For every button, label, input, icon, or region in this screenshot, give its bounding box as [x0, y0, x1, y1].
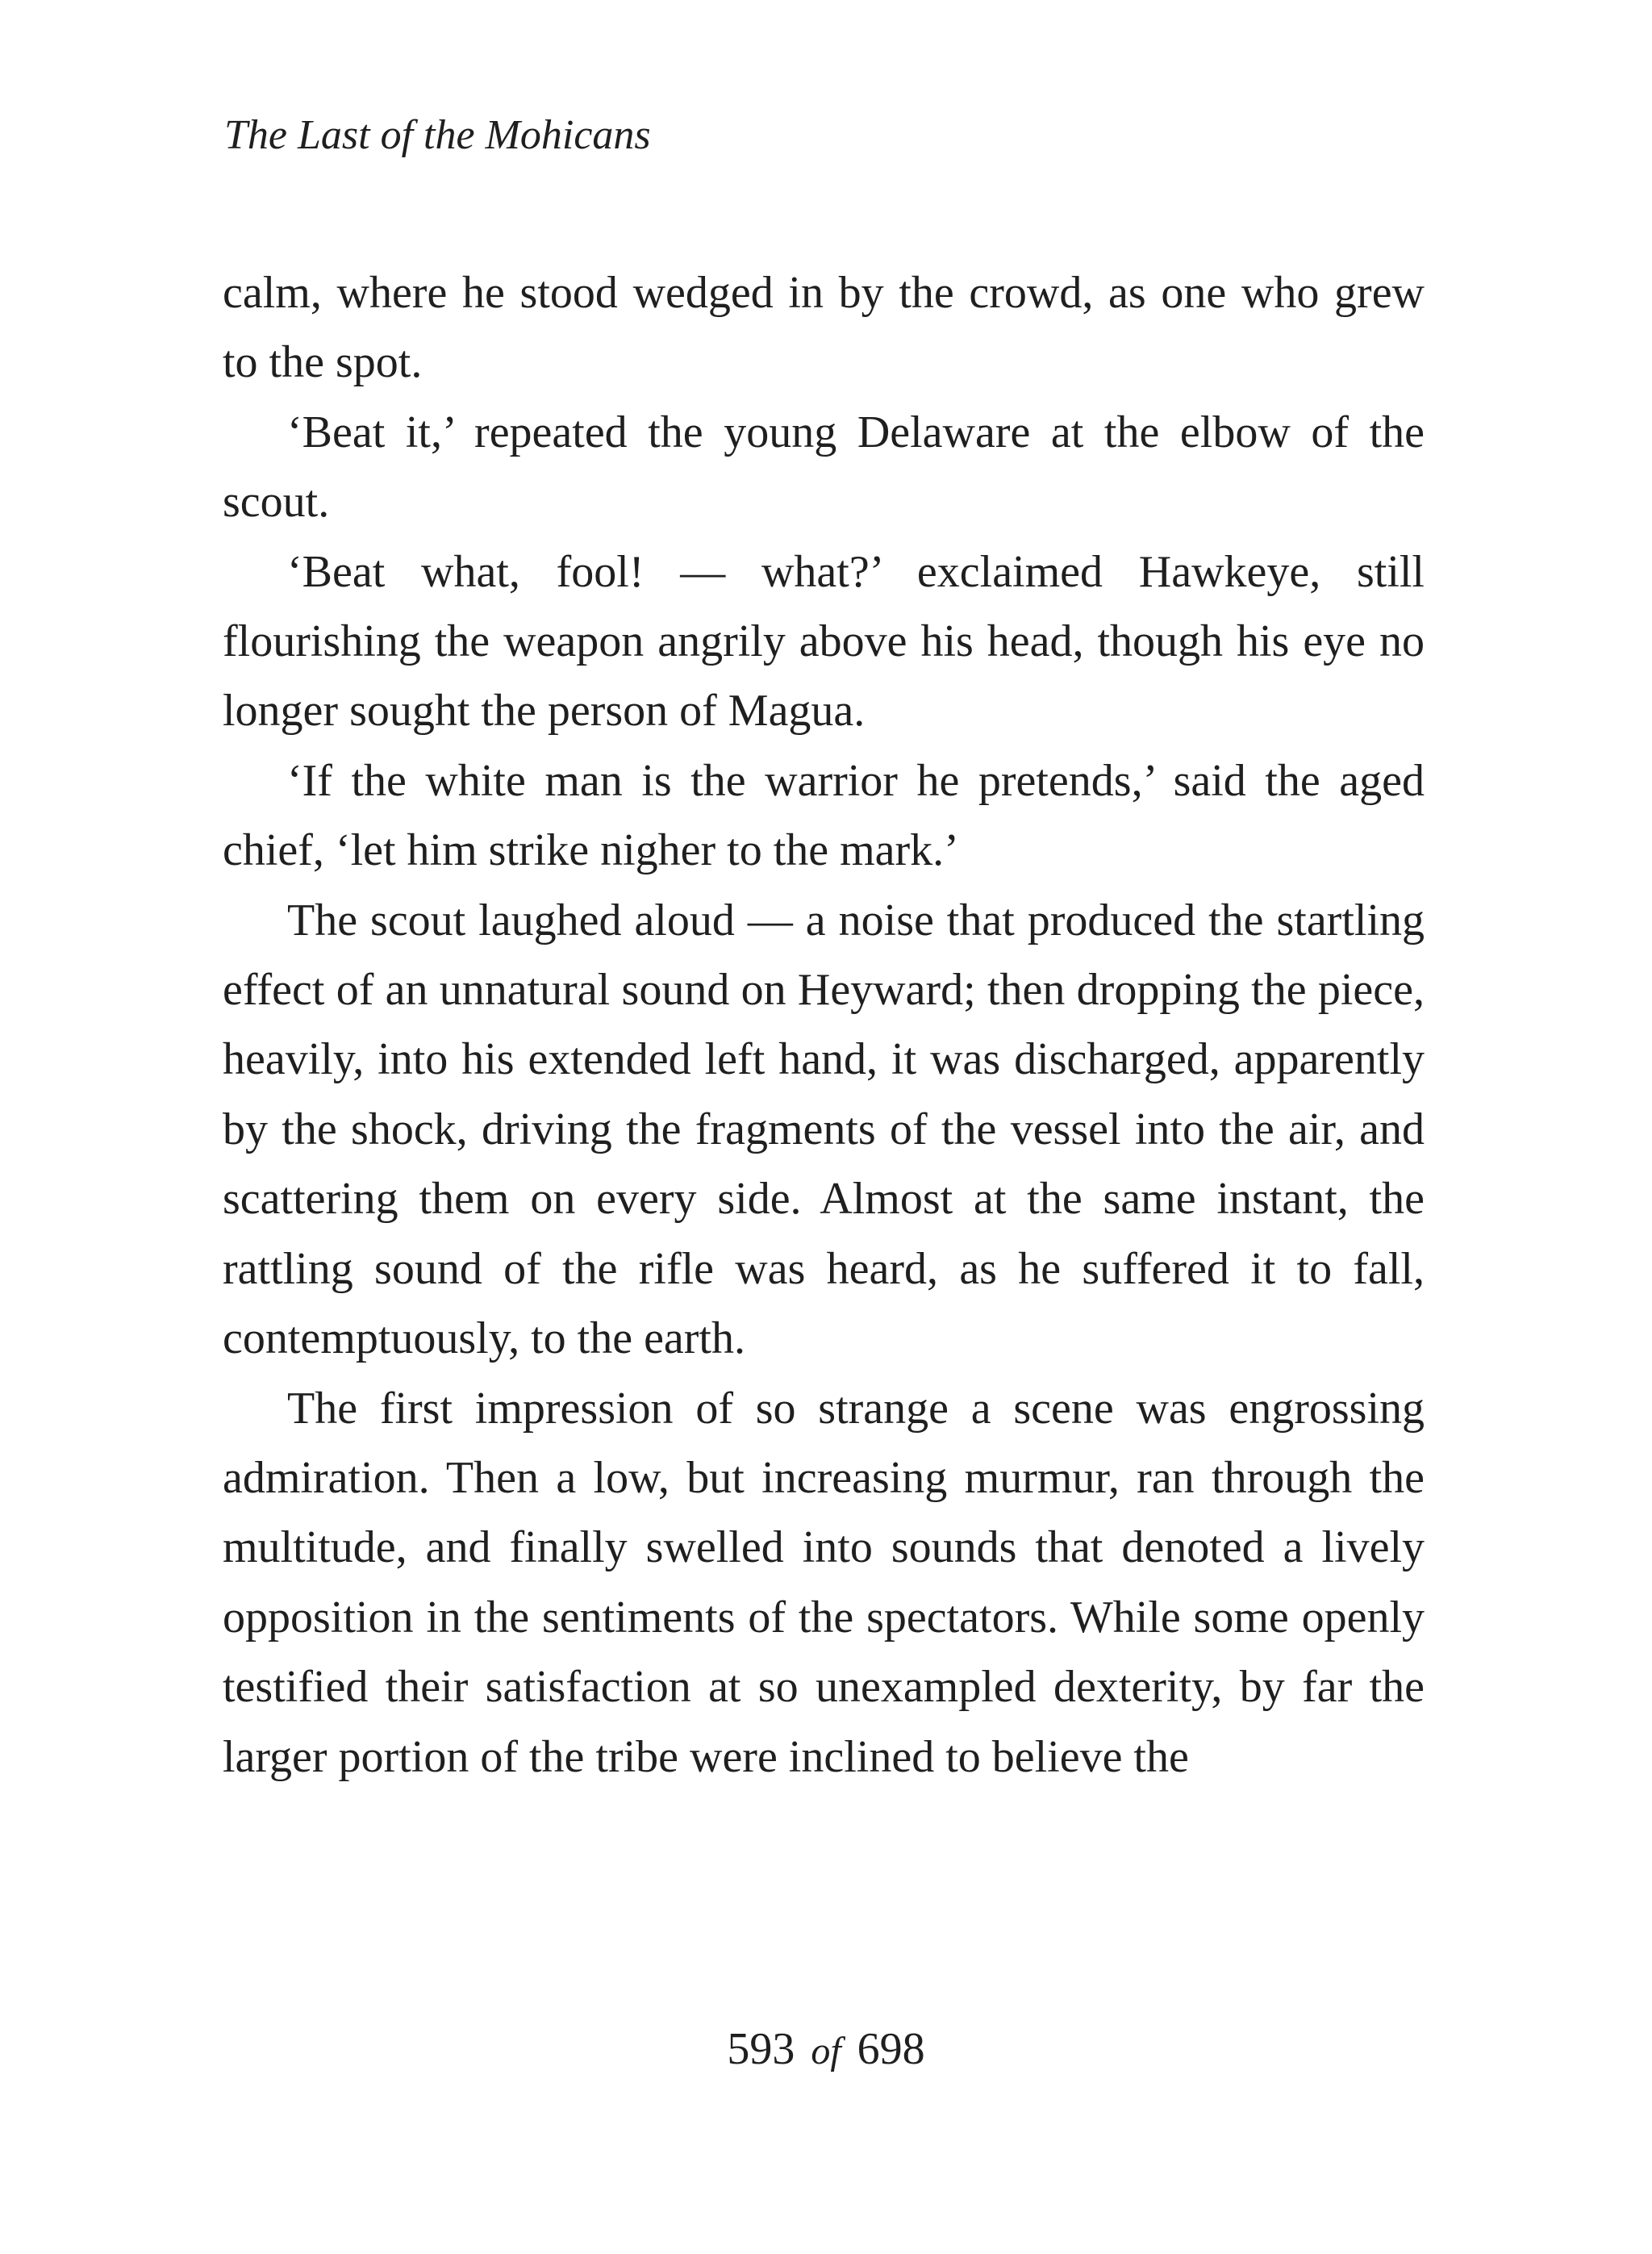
page-of-label: of	[811, 2030, 841, 2072]
paragraph: ‘Beat what, fool! — what?’ exclaimed Hawkeye, still flourishing the weapon angrily above his head, though his eye no longer sought the person of Magua.	[223, 546, 1425, 737]
current-page-number: 593	[727, 2024, 795, 2074]
total-pages-number: 698	[857, 2024, 925, 2074]
paragraph: ‘Beat it,’ repeated the young Delaware at the elbow of the scout.	[223, 407, 1425, 528]
paragraph-continuation: calm, where he stood wedged in by the crowd, as one who grew to the spot.	[223, 268, 1425, 388]
paragraph: The scout laughed aloud — a noise that produced the startling effect of an unnatural sound on Heyward; then dropping the piece, heavily, into his extended left hand, it was discharged, apparently by the shock, driving the fragments of the vessel into the air, and scattering them on every side. Almost at the same instant, the rattling sound of the rifle was heard, as he suffered it to fall, contemptuously, to the earth.	[223, 895, 1425, 1364]
running-title: The Last of the Mohicans	[224, 112, 651, 158]
paragraph: The first impression of so strange a scene was engrossing admiration. Then a low, but increasing murmur, ran through the multitude, and finally swelled into sounds that denoted a lively opposition in the sentiments of the spectators. While some openly testified their satisfaction at so unexampled dexterity, by far the larger portion of the tribe were inclined to believe the	[223, 1383, 1425, 1782]
paragraph: ‘If the white man is the warrior he pretends,’ said the aged chief, ‘let him strike nigher to the mark.’	[223, 755, 1425, 876]
page-number	[0, 2017, 1652, 2084]
body-text	[223, 258, 1425, 1792]
